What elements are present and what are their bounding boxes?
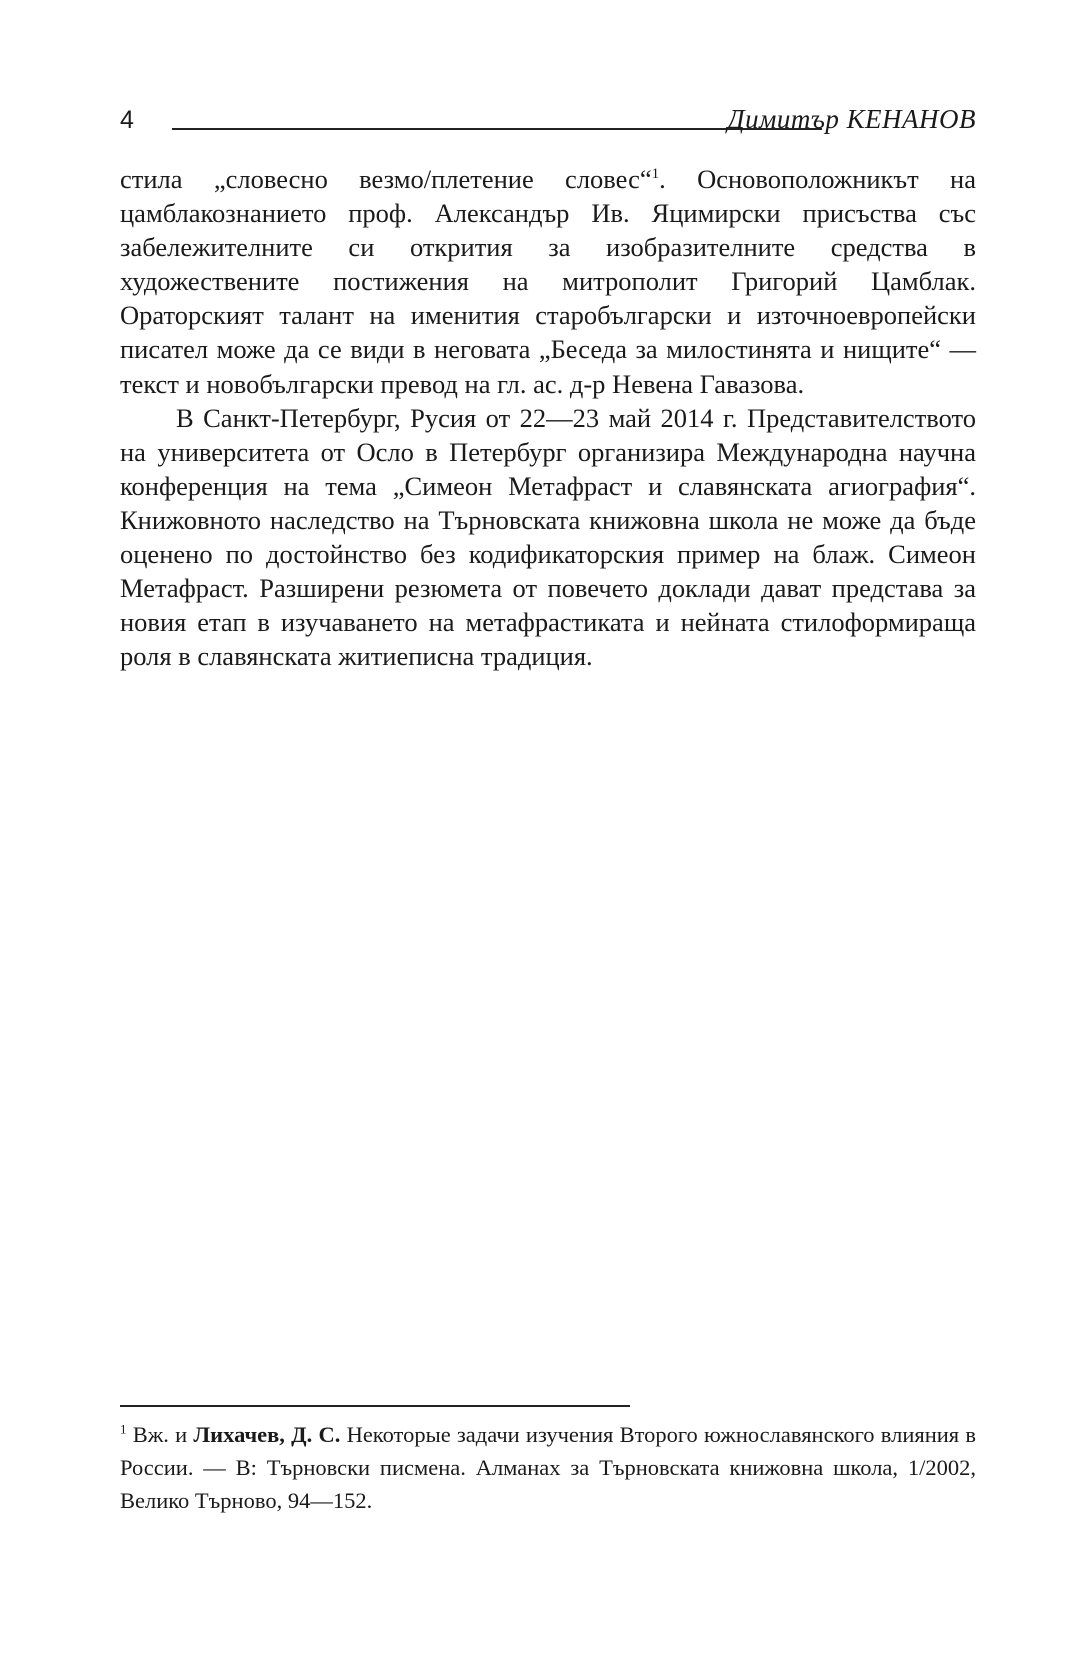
footnote-prefix: Вж. и — [132, 1422, 194, 1447]
body-text — [120, 162, 976, 673]
running-title: Димитър КЕНАНОВ — [727, 104, 976, 134]
page-number: 4 — [120, 106, 134, 134]
paragraph-2: В Санкт-Петербург, Русия от 22—23 май 2014 г. Представителството на университета от Осло в Петербург организира Международна научна конференция на тема „Симеон Метафраст и славянската агиография“. Книжовното наследство на Търновската книжовна школа не може да бъде оценено по достойнство без кодификаторския пример на блаж. Симеон Метафраст. Разширени резюмета от повечето доклади дават представа за новия етап в изучаването на метафрастиката и нейната стилоформираща роля в славянската житиеписна традиция. — [120, 402, 976, 672]
paragraph-1 — [120, 162, 976, 401]
footnotes — [120, 1418, 976, 1517]
header-rule — [172, 128, 822, 130]
footnote-text: Некоторые задачи изучения Второго южнославянского влияния в России. — В: Търновски писмена. Алманах за Търновската книжовна школа, 1/2002, Велико Търново, 94—152. — [120, 1422, 976, 1513]
footnote-author: Лихачев, Д. С. — [193, 1422, 341, 1447]
footnote-reference: 1 — [651, 166, 660, 183]
running-header — [120, 100, 976, 140]
footnote-rule — [120, 1405, 630, 1407]
footnote-1 — [120, 1418, 976, 1517]
paragraph-1-part-1: стила „словесно везмо/плетение словес“ — [120, 164, 652, 194]
paragraph-1-part-2: . Основоположникът на цамблакознанието проф. Александър Ив. Яцимирски присъства със забележителните си открития за изобразителните средства в художествените постижения на митрополит Григорий Цамблак. Ораторският талант на именития старобългарски и източноевропейски писател може да се види в неговата „Беседа за милостинята и нищите“ — текст и новобългарски превод на гл. ас. д-р Невена Гавазова. — [120, 164, 976, 399]
footnote-number: 1 — [120, 1421, 127, 1437]
